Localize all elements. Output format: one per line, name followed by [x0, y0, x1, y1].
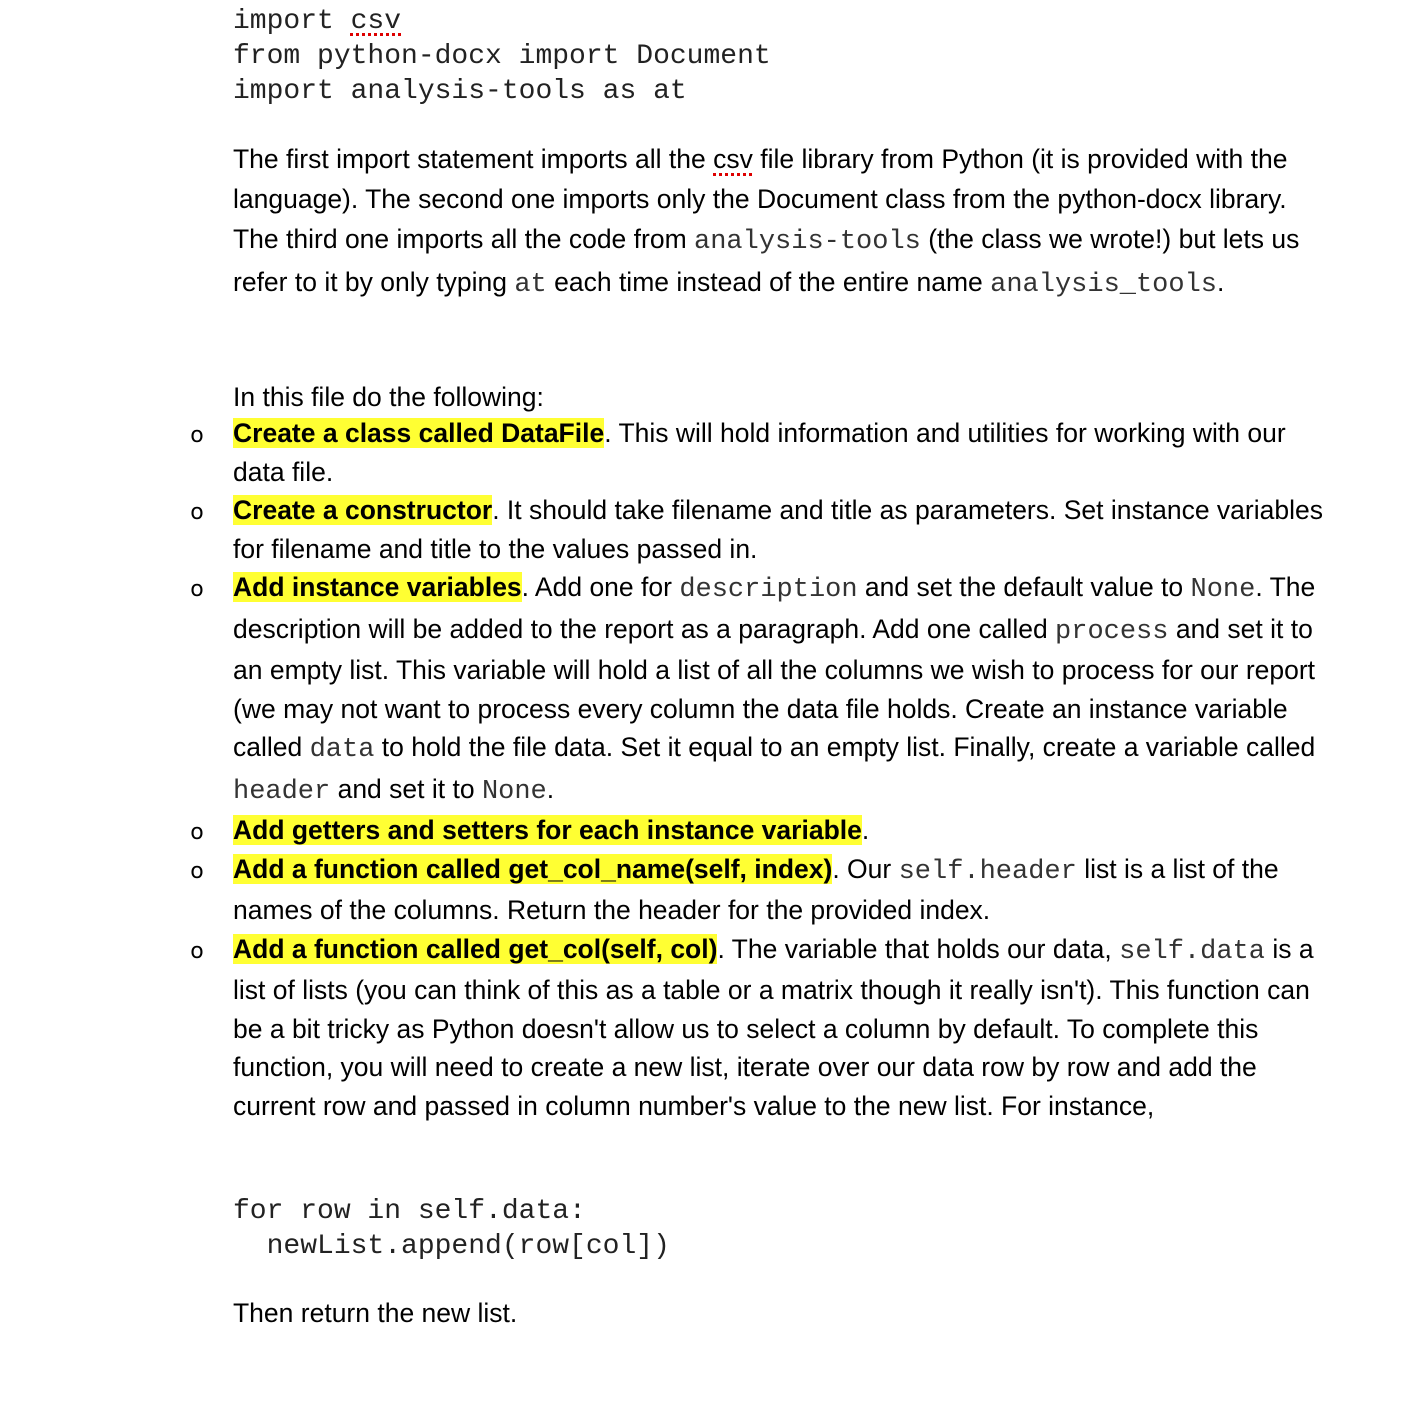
inline-code-none: None [1190, 575, 1256, 605]
spellcheck-word-csv[interactable]: csv [350, 6, 402, 37]
bullet-icon: o [190, 577, 204, 602]
import-code-block [233, 4, 771, 109]
inline-code-analysis-tools-name: analysis_tools [990, 270, 1217, 300]
highlighted-task: Create a constructor [233, 495, 493, 525]
inline-code-analysis-tools: analysis-tools [694, 227, 921, 257]
highlighted-task: Create a class called DataFile [233, 418, 605, 448]
list-item-create-class: o Create a class called DataFile. This will hold information and utilities for working with our data file. [0, 414, 1323, 491]
inline-code-header: header [233, 776, 331, 807]
inline-code-self-header: self.header [898, 856, 1077, 887]
list-item-get-col: o Add a function called get_col(self, col). The variable that holds our data, self.data is a list of lists (you can think of this as a table or a matrix though it really isn't). This function can be a bit tricky as Python doesn't allow us to select a column by default. To complete this function, you will need to create a new list, iterate over our data row by row and add the current row and passed in column number's value to the new list. For instance, [0, 930, 1323, 1126]
bullet-icon: o [190, 820, 204, 845]
inline-code-at: at [514, 270, 547, 300]
instructions-lead: In this file do the following: [233, 382, 544, 412]
highlighted-task: Add getters and setters for each instance variable [233, 815, 862, 845]
code-line-2: newList.append(row[col]) [233, 1231, 670, 1262]
bullet-icon: o [190, 500, 204, 525]
spellcheck-word-csv-inline[interactable]: csv [713, 144, 753, 174]
code-line-1: import csv [233, 6, 402, 37]
highlighted-task: Add a function called get_col(self, col) [233, 933, 718, 964]
list-item-instance-variables: o Add instance variables. Add one for description and set the default value to None. The description will be added to the report as a paragraph. Add one called process and set it to an empty list. This variable will hold a list of all the columns we wish to process for our report (we may not want to process every column the data file holds. Create an instance variable called data to hold the file data. Set it equal to an empty list. Finally, create a variable called header and set it to None. [0, 568, 1323, 811]
inline-code-process: process [1055, 616, 1169, 647]
highlighted-task: Add a function called get_col_name(self, index) [233, 853, 833, 884]
inline-code-none: None [481, 776, 547, 807]
inline-code-description: description [679, 575, 858, 605]
list-item-getters-setters: o Add getters and setters for each instance variable. [0, 811, 1323, 850]
bullet-icon: o [190, 858, 204, 884]
bullet-icon: o [190, 938, 204, 964]
code-line-2: from python-docx import Document [233, 41, 771, 72]
list-item-get-col-name: o Add a function called get_col_name(self, index). Our self.header list is a list of the names of the columns. Return the header for the provided index. [0, 850, 1323, 930]
inline-code-data: data [309, 735, 375, 765]
inline-code-self-data: self.data [1119, 936, 1265, 967]
loop-code-block [233, 1194, 670, 1264]
intro-paragraph: The first import statement imports all the csv file library from Python (it is provided with the language). The second one imports only the Document class from the python-docx library. The third one imports all the code from analysis-tools (the class we wrote!) but lets us refer to it by only typing at each time instead of the entire name analysis_tools. [233, 144, 1300, 300]
closing-paragraph: Then return the new list. [233, 1298, 518, 1328]
code-line-3: import analysis-tools as at [233, 76, 687, 107]
list-item-constructor: o Create a constructor. It should take filename and title as parameters. Set instance variables for filename and title to the values passed in. [0, 491, 1323, 568]
highlighted-task: Add instance variables [233, 572, 522, 602]
code-line-1: for row in self.data: [233, 1196, 586, 1227]
bullet-icon: o [190, 423, 204, 448]
instruction-list [0, 414, 1420, 1125]
